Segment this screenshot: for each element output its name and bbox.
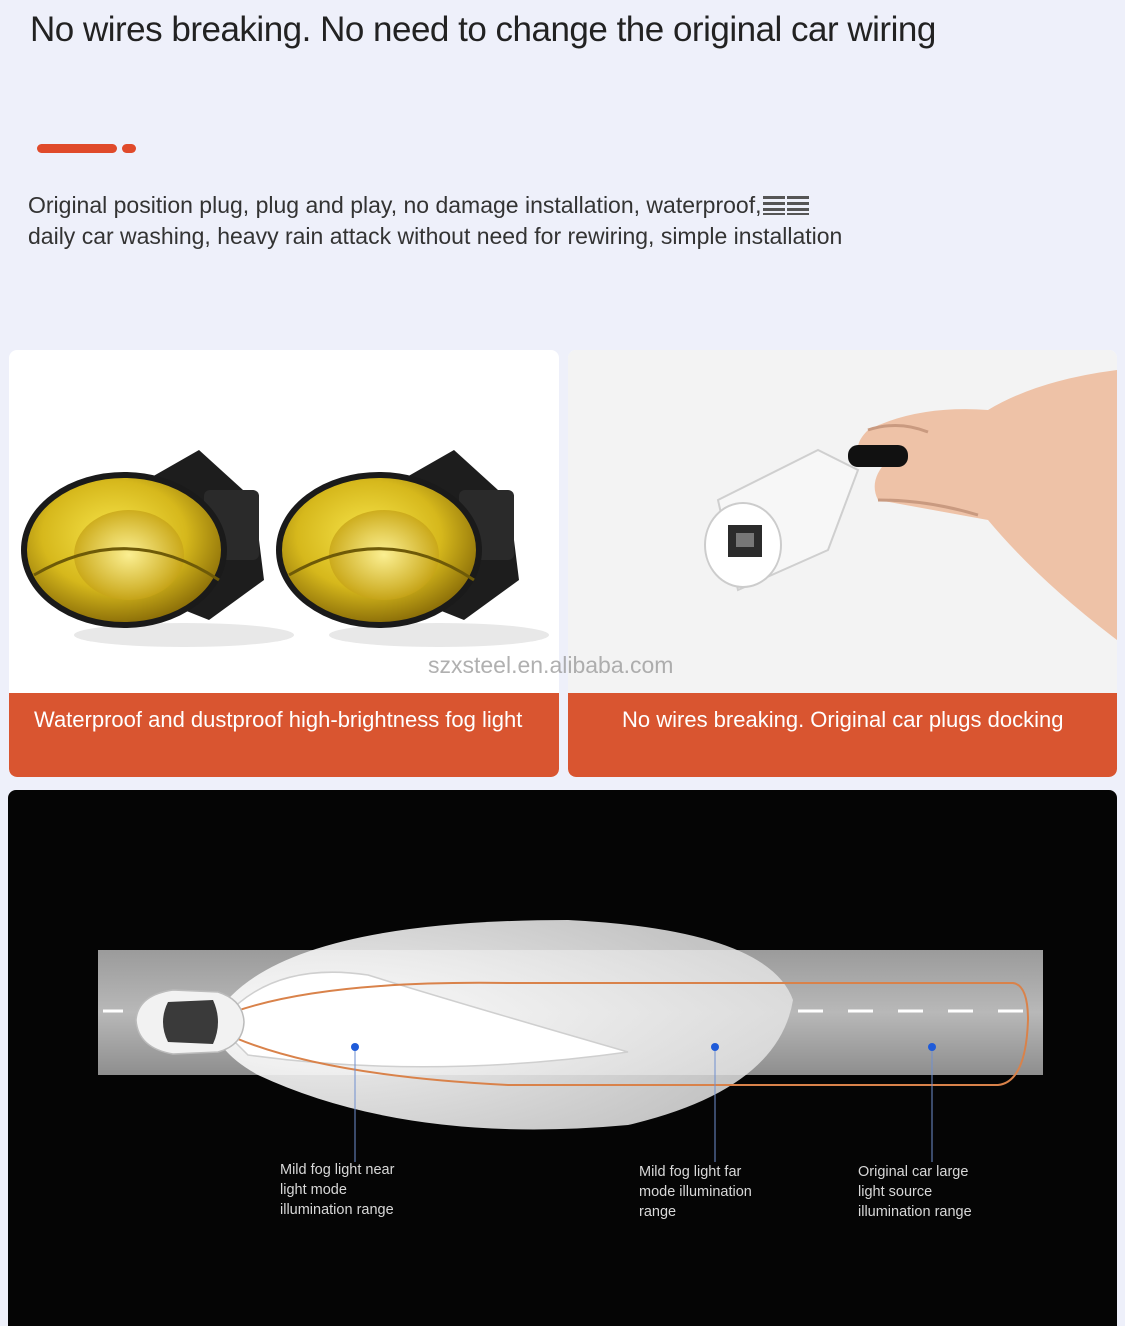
watermark: szxsteel.en.alibaba.com (428, 652, 674, 678)
page-title: No wires breaking. No need to change the original car wiring (30, 10, 936, 49)
near-mode-label: Mild fog light near light mode illumination range (280, 1162, 395, 1218)
description-part-1: Original position plug, plug and play, no damage installation, waterproof, (28, 192, 762, 218)
car-icon (136, 990, 244, 1054)
plug-photo (568, 350, 1117, 693)
double-lines-glyph-icon (763, 192, 809, 212)
plug-caption: No wires breaking. Original car plugs docking (622, 707, 1064, 732)
accent-bar (37, 144, 117, 153)
accent-dot (122, 144, 136, 153)
description-text (28, 190, 848, 252)
fog-light-caption-band (9, 693, 559, 777)
description-part-2: daily car washing, heavy rain attack without need for rewiring, simple installation (28, 223, 843, 249)
illumination-diagram (8, 790, 1117, 1326)
fog-light-panel (9, 350, 559, 777)
fog-light-caption: Waterproof and dustproof high-brightness fog light (34, 707, 523, 732)
fog-lights-photo (9, 350, 559, 693)
fog-light-right (279, 450, 549, 647)
original-light-label: Original car large light source illumination range (858, 1164, 972, 1220)
fog-light-left (24, 450, 294, 647)
plug-panel (568, 350, 1117, 777)
plug-caption-band (568, 693, 1117, 777)
far-mode-label: Mild fog light far mode illumination range (639, 1164, 752, 1220)
